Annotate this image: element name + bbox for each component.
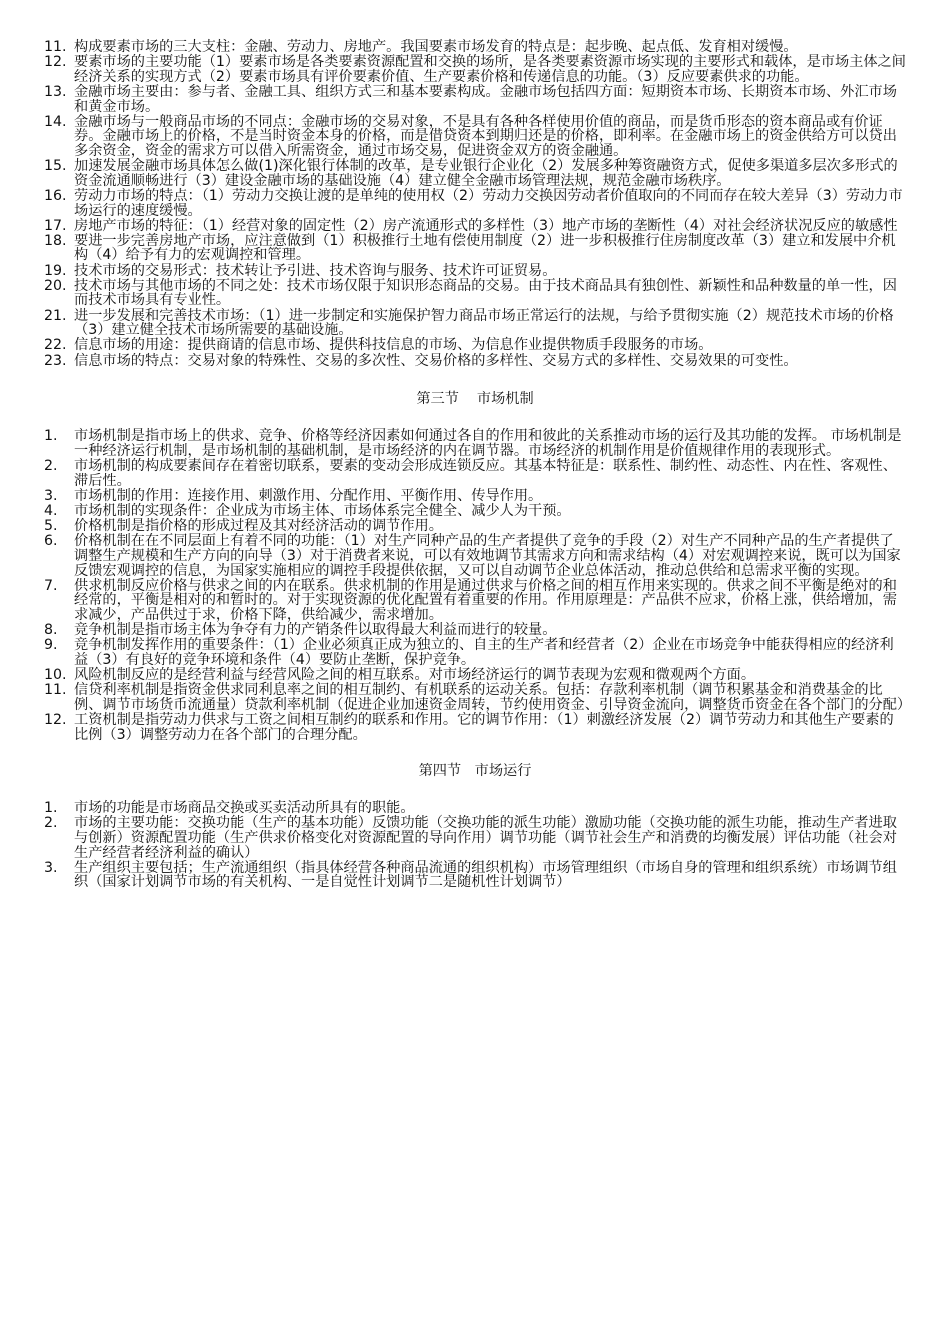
list-item: [44, 279, 906, 308]
item-number: 3.: [44, 859, 58, 876]
item-number: 9.: [44, 637, 58, 654]
item-text: 信贷利率机制是指资金供求同利息率之间的相互制约、有机联系的运动关系。包括：存款利率机制（调节积累基金和消费基金的比例、调节市场货币流通量）贷款利率机制（促进企业加速资金周转，节约使用资金、引导资金流向，调整货币资金在各个部门的分配）: [74, 682, 912, 713]
item-text: 信息市场的用途：提供商请的信息市场、提供科技信息的市场、为信息作业提供物质手段服务的市场。: [74, 337, 713, 354]
item-text: 要素市场的主要功能（1）要素市场是各类要素资源配置和交换的场所，是各类要素资源市场实现的主要形式和载体，是市场主体之间经济关系的实现方式（2）要素市场具有评价要素价值、生产要素价格和传递信息的功能。（3）反应要素供求的功能。: [74, 54, 906, 85]
item-number: 12.: [44, 54, 67, 71]
list-item: [44, 816, 906, 860]
list-item: [44, 40, 906, 55]
list-item: [44, 623, 906, 638]
list-item: [44, 309, 906, 338]
list-item: [44, 459, 906, 488]
list-item: [44, 234, 906, 263]
item-text: 金融市场与一般商品市场的不同点：金融市场的交易对象，不是具有各种各样使用价值的商品，而是货币形态的资本商品或有价证券。金融市场上的价格，不是当时资金本身的价格，而是借贷资本到期归还是的价格，即利率。在金融市场上的资金供给方可以贷出多余资金，资金的需求方可以借入所需资金，通过市场交易，促进资金双方的资金融通。: [74, 113, 897, 159]
list-item: [44, 713, 906, 742]
item-text: 市场机制的实现条件：企业成为市场主体、市场体系完全健全、减少人为干预。: [74, 502, 571, 519]
item-number: 17.: [44, 217, 67, 234]
list-item: [44, 861, 906, 890]
item-text: 风险机制反应的是经营利益与经营风险之间的相互联系。对市场经济运行的调节表现为宏观和微观两个方面。: [74, 667, 756, 684]
section4-list: [44, 801, 906, 890]
item-number: 1.: [44, 800, 58, 817]
item-text: 竞争机制是指市场主体为争夺有力的产销条件以取得最大利益而进行的较量。: [74, 622, 557, 639]
list-item: [44, 264, 906, 279]
section3-list: [44, 428, 912, 743]
part1-list: [44, 40, 906, 368]
item-number: 14.: [44, 113, 67, 130]
item-text: 劳动力市场的特点：（1）劳动力交换让渡的是单纯的使用权（2）劳动力交换因劳动者价值取向的不同而存在较大差异（3）劳动力市场运行的速度缓慢。: [74, 187, 903, 219]
list-item: [44, 338, 906, 353]
list-item: [44, 489, 906, 504]
item-number: 11.: [44, 39, 67, 55]
list-item: [44, 55, 906, 84]
list-item: [44, 638, 906, 667]
item-text: 房地产市场的特征：（1）经营对象的固定性（2）房产流通形式的多样性（3）地产市场的垄断性（4）对社会经济状况反应的敏感性: [74, 217, 898, 234]
item-number: 22.: [44, 337, 67, 354]
list-item: [44, 189, 906, 218]
list-item: [44, 534, 906, 578]
item-number: 7.: [44, 577, 58, 594]
list-item: [44, 504, 906, 519]
item-number: 1.: [44, 428, 58, 445]
item-text: 金融市场主要由：参与者、金融工具、组织方式三和基本要素构成。金融市场包括四方面：短期资本市场、长期资本市场、外汇市场和黄金市场。: [74, 83, 897, 115]
item-text: 信息市场的特点：交易对象的特殊性、交易的多次性、交易价格的多样性、交易方式的多样性、交易效果的可变性。: [74, 352, 798, 369]
item-number: 18.: [44, 232, 67, 249]
item-number: 3.: [44, 487, 58, 504]
item-text: 工资机制是指劳动力供求与工资之间相互制约的联系和作用。它的调节作用：（1）刺激经济发展（2）调节劳动力和其他生产要素的比例（3）调整劳动力在各个部门的合理分配。: [74, 712, 894, 743]
list-item: [44, 801, 906, 816]
item-text: 竞争机制发挥作用的重要条件：（1）企业必须真正成为独立的、自主的生产者和经营者（2）企业在市场竞争中能获得相应的经济利益（3）有良好的竞争环境和条件（4）要防止垄断，保护竞争。: [74, 637, 894, 668]
list-item: [44, 85, 906, 114]
list-item: [44, 429, 906, 458]
item-number: 12.: [44, 712, 67, 728]
item-number: 2.: [44, 815, 58, 832]
item-number: 16.: [44, 187, 67, 204]
item-text: 进一步发展和完善技术市场：（1）进一步制定和实施保护智力商品市场正常运行的法规，与给予贯彻实施（2）规范技术市场的价格（3）建立健全技术市场所需要的基础设施。: [74, 307, 894, 339]
item-number: 15.: [44, 158, 67, 175]
item-number: 19.: [44, 262, 67, 279]
item-text: 市场的主要功能：交换功能（生产的基本功能）反馈功能（交换功能的派生功能）激励功能（交换功能的派生功能，推动生产者进取与创新）资源配置功能（生产供求价格变化对资源配置的导向作用）调节功能（调节社会生产和消费的均衡发展）评估功能（社会对生产经营者经济利益的确认）: [74, 815, 897, 861]
item-number: 10.: [44, 667, 67, 684]
item-text: 价格机制是指价格的形成过程及其对经济活动的调节作用。: [74, 518, 443, 535]
item-number: 13.: [44, 83, 67, 100]
item-number: 8.: [44, 622, 58, 639]
item-number: 4.: [44, 502, 58, 519]
item-text: 构成要素市场的三大支柱：金融、劳动力、房地产。我国要素市场发育的特点是：起步晚、起点低、发育相对缓慢。: [74, 39, 798, 55]
item-text: 市场的功能是市场商品交换或买卖活动所具有的职能。: [74, 800, 415, 817]
item-number: 23.: [44, 352, 67, 369]
list-item: [44, 219, 906, 234]
item-text: 加速发展金融市场具体怎么做(1)深化银行体制的改革，是专业银行企业化（2）发展多种筹资融资方式，促使多渠道多层次多形式的资金流通顺畅进行（3）建设金融市场的基础设施（4）建立健全金融市场管理法规，规范金融市场秩序。: [74, 158, 898, 189]
list-item: [44, 682, 912, 713]
section-heading: 第四节 市场运行: [418, 763, 532, 780]
item-text: 市场机制的作用：连接作用、刺激作用、分配作用、平衡作用、传导作用。: [74, 487, 543, 504]
list-item: [44, 159, 906, 188]
item-text: 要进一步完善房地产市场，应注意做到（1）积极推行土地有偿使用制度（2）进一步积极推行住房制度改革（3）建立和发展中介机构（4）给予有力的宏观调控和管理。: [74, 232, 896, 264]
item-text: 技术市场与其他市场的不同之处：技术市场仅限于知识形态商品的交易。由于技术商品具有独创性、新颖性和品种数量的单一性，因而技术市场具有专业性。: [74, 277, 897, 309]
list-item: [44, 115, 906, 159]
list-item: [44, 668, 906, 683]
item-number: 20.: [44, 277, 67, 294]
item-number: 21.: [44, 307, 67, 324]
item-number: 2.: [44, 457, 58, 474]
item-text: 价格机制在在不同层面上有着不同的功能：（1）对生产同种产品的生产者提供了竞争的手段（2）对生产不同种产品的生产者提供了调整生产规模和生产方向的向导（3）对于消费者来说，可以有效地调节其需求方向和需求结构（4）对宏观调控来说，既可以为国家反馈宏观调控的信息，为国家实施相应的调控手段提供依据，又可以自动调节企业总体活动，推动总供给和总需求平衡的实现。: [74, 533, 901, 579]
item-text: 供求机制反应价格与供求之间的内在联系。供求机制的作用是通过供求与价格之间的相互作用来实现的。供求之间不平衡是绝对的和经常的，平衡是相对的和暂时的。对于实现资源的优化配置有着重要的作用。作用原理是：产品供不应求，价格上涨，供给增加，需求减少，产品供过于求，价格下降，供给减少，需求增加。: [74, 577, 897, 623]
list-item: [44, 519, 906, 534]
item-text: 生产组织主要包括；生产流通组织（指具体经营各种商品流通的组织机构）市场管理组织（市场自身的管理和组织系统）市场调节组织（国家计划调节市场的有关机构、一是自觉性计划调节二是随机性计划调节）: [74, 859, 897, 891]
list-item: [44, 354, 906, 369]
item-number: 11.: [44, 682, 67, 699]
list-item: [44, 579, 906, 623]
item-text: 市场机制的构成要素间存在着密切联系，要素的变动会形成连锁反应。其基本特征是：联系性、制约性、动态性、内在性、客观性、滞后性。: [74, 457, 897, 489]
item-text: 市场机制是指市场上的供求、竞争、价格等经济因素如何通过各自的作用和彼此的关系推动市场的运行及其功能的发挥。 市场机制是一种经济运行机制，是市场机制的基础机制，是市场经济的内在调节器。市场经济的机制作用是价值规律作用的表现形式。: [74, 428, 902, 459]
item-number: 5.: [44, 518, 58, 535]
item-number: 6.: [44, 533, 58, 550]
item-text: 技术市场的交易形式：技术转让予引进、技术咨询与服务、技术许可证贸易。: [74, 262, 557, 279]
section-heading: 第三节 市场机制: [416, 391, 534, 408]
